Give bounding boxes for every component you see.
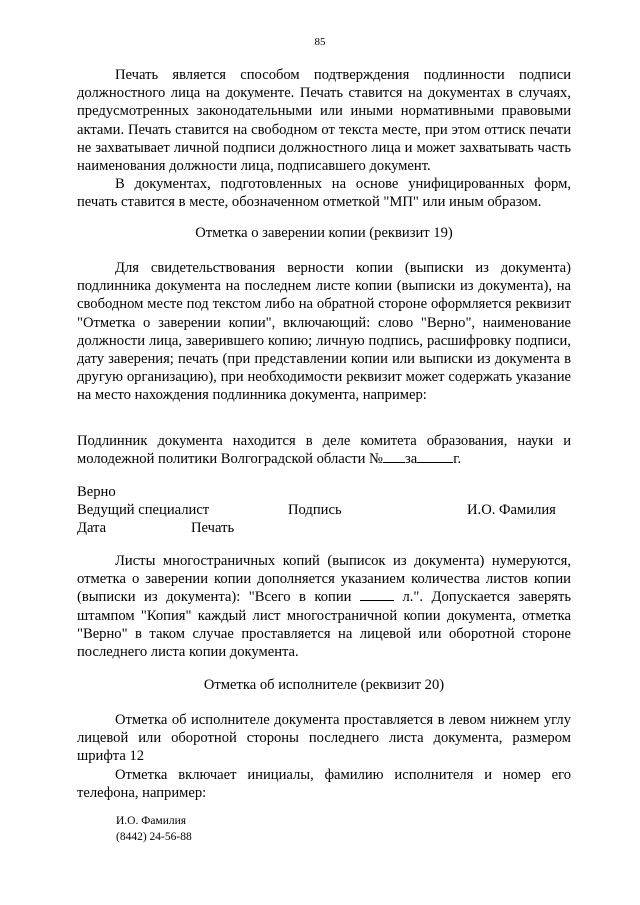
page-number: 85 bbox=[314, 36, 326, 48]
executor-paragraph-2: Отметка включает инициалы, фамилию исполнителя и номер его телефона, например: bbox=[77, 766, 571, 801]
multipage-section bbox=[77, 552, 571, 661]
number-blank bbox=[383, 450, 405, 463]
original-location-text: Подлинник документа находится в деле комитета образования, науки и молодежной политики Волгоградской области № bbox=[77, 433, 571, 468]
seal-paragraph-2: В документах, подготовленных на основе унифицированных форм, печать ставится в месте, обозначенном отметкой "МП" или иным образом. bbox=[77, 176, 571, 211]
sample-seal: Печать bbox=[191, 520, 235, 536]
seal-paragraph-1: Печать является способом подтверждения подлинности подписи должностного лица на документе. Печать ставится на документах в случаях, предусмотренных законодательными или иными нормативными правовыми актами. Печать ставится на свободном от текста месте, при этом оттиск печати не захватывает личной подписи должностного лица и может захватывать часть наименования должности лица, подписавшего документ. bbox=[77, 67, 571, 175]
sample-name: И.О. Фамилия bbox=[467, 502, 556, 518]
executor-mark-section bbox=[77, 711, 571, 802]
multipage-paragraph-part1: Листы многостраничных копий (выписок из документа) нумеруются, отметка о заверении копии дополняется указанием количества листов копии (выписки из документа): "Всего в копии bbox=[77, 553, 571, 606]
copy-certification-heading: Отметка о заверении копии (реквизит 19) bbox=[195, 225, 453, 241]
sample-verno: Верно bbox=[77, 484, 116, 500]
sheet-count-blank bbox=[360, 588, 394, 601]
original-location-end: г. bbox=[453, 451, 462, 468]
executor-sample-name: И.О. Фамилия bbox=[116, 815, 187, 827]
executor-sample-phone: (8442) 24-56-88 bbox=[116, 831, 192, 843]
sample-position: Ведущий специалист bbox=[77, 502, 210, 518]
original-location-note bbox=[77, 432, 571, 468]
multipage-paragraph bbox=[77, 552, 571, 661]
original-location-za: за bbox=[404, 451, 418, 468]
executor-mark-heading: Отметка об исполнителе (реквизит 20) bbox=[203, 677, 445, 693]
date-blank bbox=[417, 450, 453, 463]
sample-signature: Подпись bbox=[288, 502, 342, 518]
multipage-paragraph-part2: л.". Допускается заверять штампом "Копия" каждый лист многостраничной копии документа, отметка "Верно" в таком случае проставляется на лицевой или оборотной стороне последнего листа копии документа. bbox=[77, 589, 571, 661]
seal-section bbox=[77, 66, 571, 212]
sample-date: Дата bbox=[77, 520, 107, 536]
copy-certification-paragraph: Для свидетельствования верности копии (выписки из документа) подлинника документа на последнем листе копии (выписки из документа), на свободном месте под текстом либо на обратной стороне оформляется реквизит "Отметка о заверении копии", включающий: слово "Верно", наименование должности лица, заверившего копию; личную подпись, расшифровку подписи, дату заверения; печать (при представлении копии или выписки из документа в другую организацию), при необходимости реквизит может содержать указание на место нахождения подлинника документа, например: bbox=[77, 260, 571, 404]
executor-paragraph-1: Отметка об исполнителе документа проставляется в левом нижнем углу лицевой или оборотной стороны последнего листа документа, размером шрифта 12 bbox=[77, 712, 571, 765]
copy-certification-section bbox=[77, 259, 571, 405]
